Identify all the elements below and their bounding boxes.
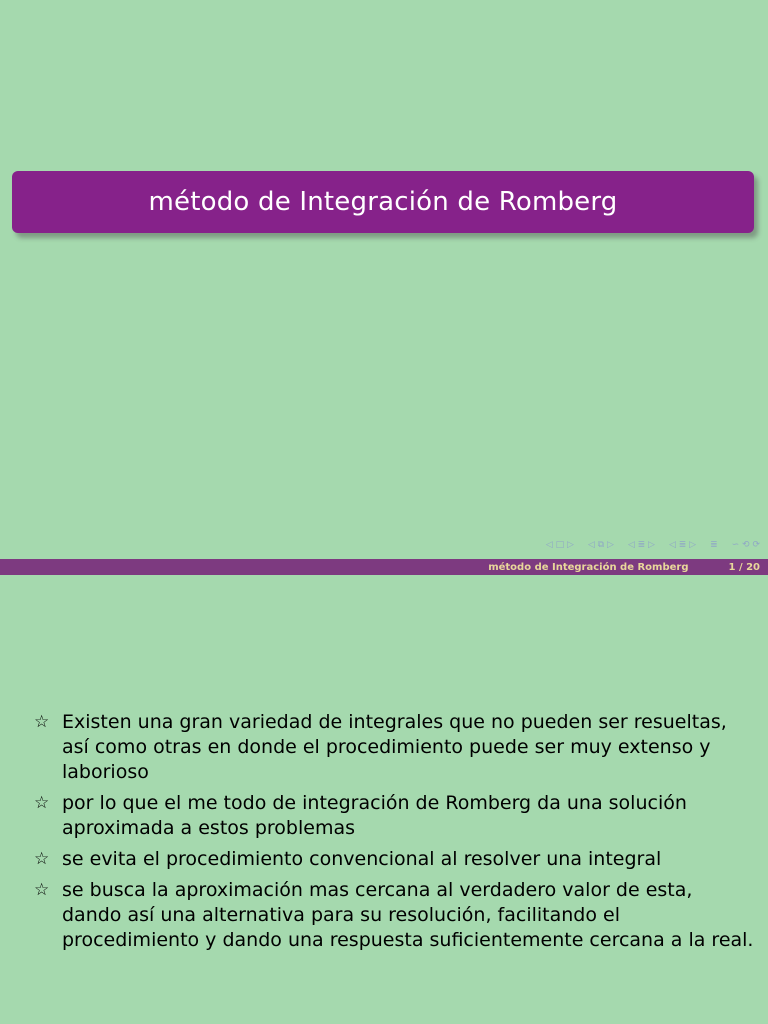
list-item (34, 878, 754, 953)
title-block (12, 171, 754, 233)
slide-title: método de Integración de Romberg (148, 187, 618, 217)
star-icon: ☆ (34, 793, 50, 813)
slide-2 (0, 575, 768, 1024)
list-item (34, 710, 754, 785)
list-item (34, 791, 754, 841)
star-icon: ☆ (34, 880, 50, 900)
footer-title: método de Integración de Romberg (488, 561, 689, 573)
nav-frame-icon[interactable]: ◁ □ ▷ (545, 540, 574, 550)
nav-section-icon[interactable]: ◁ ≣ ▷ (627, 540, 655, 550)
bullet-text: se busca la aproximación mas cercana al verdadero valor de esta, dando así una alternativa para su resolución, facilitando el procedimiento y dando una respuesta suficientemente cercana a la real. (62, 879, 754, 951)
nav-subsection-icon[interactable]: ◁ ⧉ ▷ (587, 540, 614, 550)
bullet-list (34, 710, 754, 959)
star-icon: ☆ (34, 712, 50, 732)
bullet-text: Existen una gran variedad de integrales que no pueden ser resueltas, así como otras en donde el procedimiento puede ser muy extenso y laborioso (62, 711, 727, 783)
nav-search-icon[interactable]: ∽ ⟲ ⟳ (731, 540, 760, 550)
list-item (34, 847, 754, 872)
bullet-text: se evita el procedimiento convencional al resolver una integral (62, 848, 662, 870)
nav-subsection-list-icon[interactable]: ◁ ≣ ▷ (668, 540, 697, 550)
navigation-bar (546, 540, 760, 550)
bullet-text: por lo que el me todo de integración de Romberg da una solución aproximada a estos problemas (62, 792, 687, 839)
nav-toc-icon[interactable]: ≣ (710, 540, 718, 550)
page-number: 1 / 20 (728, 561, 760, 573)
star-icon: ☆ (34, 849, 50, 869)
footer-bar (0, 559, 768, 575)
